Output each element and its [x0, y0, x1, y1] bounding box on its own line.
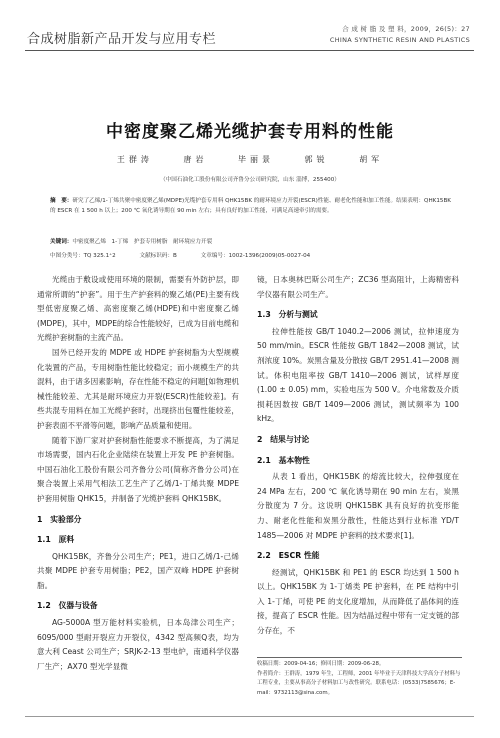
body-paragraph: 经测试，QHK15BK 和 PE1 的 ESCR 均达到 1 500 h 以上。QHK15BK 为 1-丁烯类 PE 护套料，在 PE 结构中引入 1-丁烯，可使 PE 的支化度增加，从而降低了晶体间的连接，提高了 ESCR 性能。因为结晶过程中带有一定支链的部分存在，不: [257, 567, 459, 636]
classification-meta: [50, 251, 452, 259]
body-right-column: [257, 273, 459, 639]
section-heading: 2.1 基本物性: [257, 455, 310, 465]
journal-citation: 合 成 树 脂 及 塑 料，2009，26(5)：27: [342, 25, 470, 33]
section-heading: 2.2 ESCR 性能: [257, 551, 320, 561]
body-paragraph: 光缆由于敷设或使用环境的限制，需要有外防护层，即通常所谓的“护套”。用于生产护套料的聚乙烯(PE)主要有线型低密度聚乙烯、高密度聚乙烯(HDPE)和中密度聚乙烯(MDPE)，其中，MDPE的综合性能较好，已成为目前电缆和光缆护套树脂的主流产品。: [37, 275, 239, 343]
header-divider: [25, 50, 474, 51]
journal-section-title: 合成树脂新产品开发与应用专栏: [27, 32, 217, 47]
document-code: 文献标识码：B: [139, 253, 177, 259]
footnote: [257, 660, 462, 698]
received-date: 收稿日期：2009-04-16；修回日期：2009-06-28。: [257, 661, 385, 667]
body-paragraph: AG-5000A 型万能材料实验机，日本岛津公司生产；6095/000 型耐开裂应力开裂仪，4342 型高频Q表，均为意大利 Ceast 公司生产；SRJK-2-13 型电炉，南通科学仪器厂生产；AX70 型光学显微: [37, 618, 239, 671]
author-list: [0, 154, 500, 165]
journal-reference: [330, 24, 470, 46]
section-heading: 1.2 仪器与设备: [37, 601, 98, 611]
author-bio: 作者简介：王群涛，1979 年生，工程师，2001 年毕业于天津科技大学高分子材料与工程专业，主要从事高分子材料加工与改性研究。联系电话：(0533)7585676；E-mail：9732113@sina.com。: [257, 670, 461, 696]
keywords-label: 关键词：: [50, 239, 73, 245]
abstract-text: 研究了乙烯/1-丁烯共聚中密度聚乙烯(MDPE)光缆护套专用料 QHK15BK 的耐环境应力开裂(ESCR)性能、耐老化性能和加工性能。结果表明：QHK15BK 的 ESCR 在 1 500 h 以上；200 ℃ 氧化诱导期在 90 min 左右；具有良好的加工性能，可满足高速牵引的需要。: [50, 198, 451, 214]
author-name: 王群涛: [116, 155, 153, 164]
paper-title: 中密度聚乙烯光缆护套专用料的性能: [106, 122, 394, 142]
body-paragraph: 拉伸性能按 GB/T 1040.2—2006 测试，拉伸速度为 50 mm/min。ESCR 性能按 GB/T 1842—2008 测试，试剂浓度 10%。炭黑含量及分散按 GB/T 2951.41—2008 测试。体积电阻率按 GB/T 1410—2006 测试，试样厚度 (1.00 ± 0.05) mm，实验电压为 500 V。介电常数及介质损耗因数按 GB/T 1409—2006 测试，测试频率为 100 kHz。: [257, 326, 459, 424]
section-heading: 1.1 原料: [37, 535, 75, 545]
page-bottom-divider: [25, 716, 474, 717]
body-paragraph: QHK15BK，齐鲁分公司生产；PE1，进口乙烯/1-己烯共聚 MDPE 护套专用树脂；PE2，国产双峰 HDPE 护套树脂。: [37, 551, 239, 590]
keywords: [50, 237, 452, 245]
abstract: [50, 196, 452, 216]
keywords-text: 中密度聚乙烯 1-丁烯 护套专用树脂 耐环境应力开裂: [72, 239, 213, 245]
section-heading: 2 结果与讨论: [257, 434, 310, 444]
abstract-label: 摘 要：: [50, 198, 73, 204]
section-heading: 1.3 分析与测试: [257, 310, 318, 320]
author-name: 毕丽景: [238, 155, 274, 164]
body-paragraph: 随着下游厂家对护套树脂性能要求不断提高，为了满足市场需要，国内石化企业陆续在装置上开发 PE 护套树脂。中国石油化工股份有限公司齐鲁分公司(简称齐鲁分公司)在聚合装置上采用气相法工艺生产了乙烯/1-丁烯共聚 MDPE 护套用树脂 QHK15，并制备了光缆护套料 QHK15BK。: [37, 435, 239, 503]
journal-english-name: CHINA SYNTHETIC RESIN AND PLASTICS: [329, 36, 470, 44]
body-paragraph: 国外已经开发的 MDPE 或 HDPE 护套树脂为大型规模化装置的产品，专用树脂性能比较稳定；而小规模生产的共混料，由于诸多因素影响，存在性能不稳定的问题[如物理机械性能较差、尤其是耐环境应力开裂(ESCR)性能较差]。有些共混专用料在加工光缆护套时，出现挤出包覆性能较差，护套表面不平滑等问题，影响产品质量和使用。: [37, 347, 239, 430]
section-heading: 1 实验部分: [37, 514, 82, 524]
body-paragraph: 从表 1 看出，QHK15BK 的熔流比较大，拉伸强度在 24 MPa 左右，200 ℃ 氧化诱导期在 90 min 左右，炭黑分散度为 7 分。这说明 QHK15BK 具有良好的抗变形能力、耐老化性能和炭黑分散性，性能达到行业标准 YD/T 1485—2006 对 MDPE 护套料的技术要求[1]。: [257, 472, 459, 540]
author-name: 胡军: [359, 155, 384, 164]
author-name: 郭锐: [304, 155, 329, 164]
article-number: 文章编号：1002-1396(2009)05-0027-04: [200, 253, 311, 259]
body-left-column: [37, 273, 239, 674]
clc-number: 中图分类号：TQ 325.1⁺2: [50, 253, 116, 259]
footnote-divider: [257, 657, 462, 658]
affiliation: （中国石油化工股份有限公司齐鲁分公司研究院，山东 淄博，255400）: [160, 177, 340, 183]
body-paragraph: 镜，日本奥林巴斯公司生产；ZC36 型高阻计，上海精密科学仪器有限公司生产。: [257, 275, 459, 299]
author-name: 唐岩: [183, 155, 208, 164]
